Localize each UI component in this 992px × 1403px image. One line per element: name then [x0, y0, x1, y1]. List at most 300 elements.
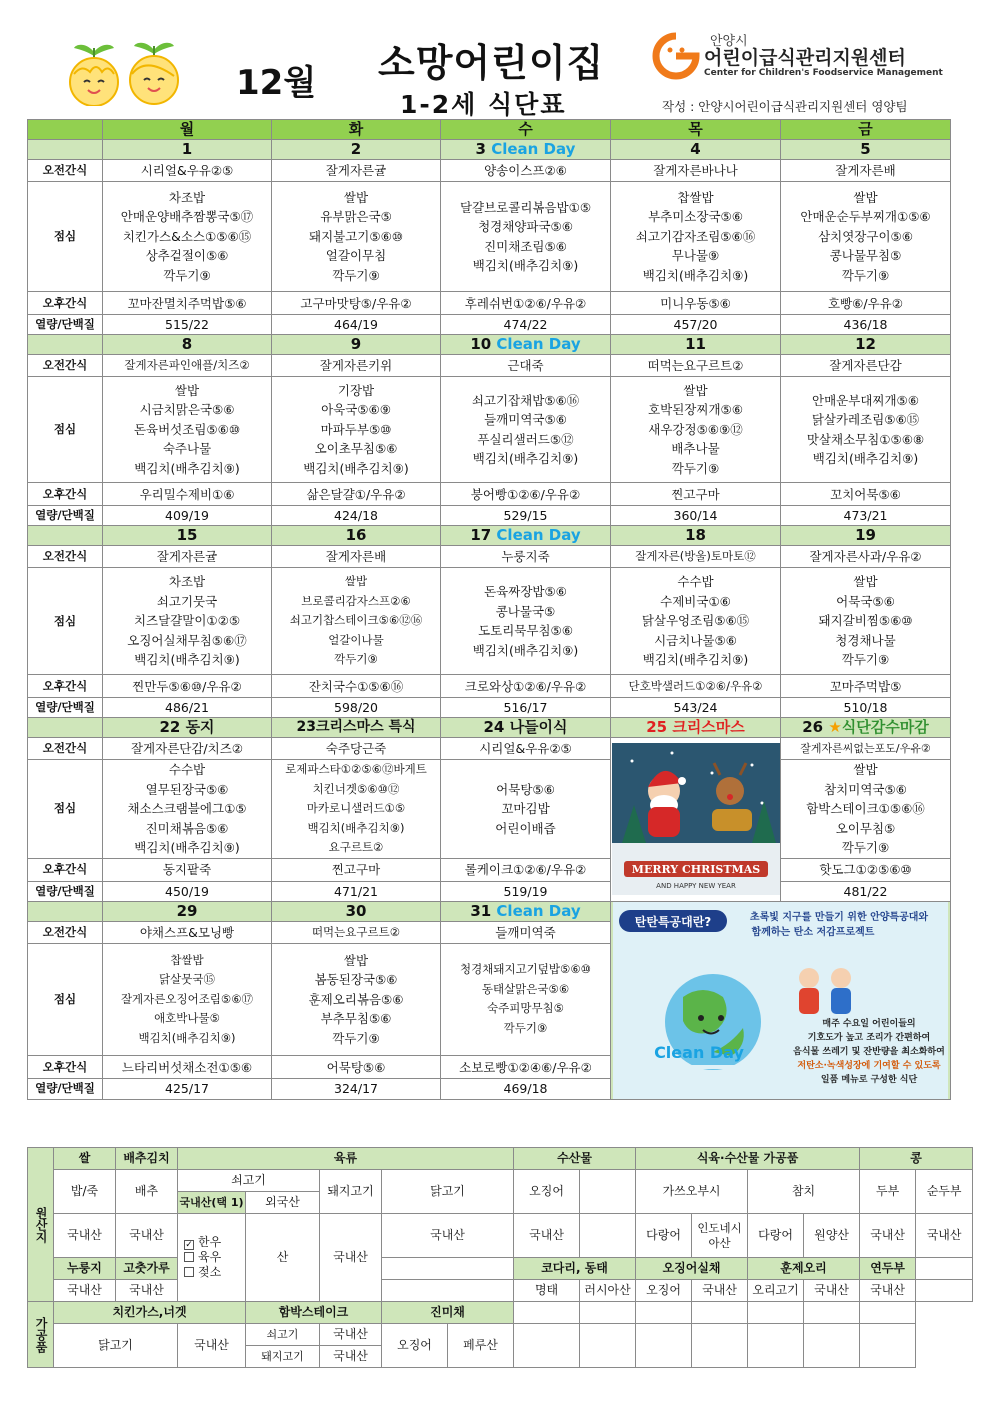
kimchi-origin: 국내산 — [116, 1214, 178, 1258]
row-label: 열량/단백질 — [28, 881, 103, 901]
menu-item: 깍두기⑨ — [503, 1020, 548, 1035]
pm-snack-row — [28, 858, 951, 881]
calorie-cell: 457/20 — [611, 315, 781, 335]
katsuobushi-from: 다랑어 — [636, 1214, 692, 1258]
am-snack-row — [28, 355, 951, 377]
date-cell: 2 — [272, 140, 441, 160]
menu-item: 돼지갈비찜⑤⑥⑩ — [818, 613, 913, 629]
lunch-cell — [441, 182, 611, 292]
poster-desc2: 기호도가 높고 조리가 간편하여 — [807, 1032, 931, 1043]
lunch-cell — [441, 568, 611, 675]
date-row — [28, 901, 951, 921]
date-cell: 19 — [781, 526, 951, 546]
menu-cell: 찐고구마 — [611, 483, 781, 506]
center-city: 안양시 — [710, 34, 748, 49]
menu-item: 백김치(배추김치⑨) — [134, 840, 240, 855]
calorie-cell: 471/21 — [272, 881, 441, 901]
menu-cell: 느타리버섯채소전①⑤⑥ — [103, 1056, 272, 1079]
menu-cell: 시리얼&우유②⑤ — [103, 160, 272, 182]
menu-item: 차조밥 — [168, 574, 206, 590]
menu-item: 어린이배즙 — [495, 820, 556, 836]
menu-item: 애호박나물⑤ — [154, 1011, 220, 1026]
date-row — [28, 526, 951, 546]
chili-origin: 국내산 — [116, 1280, 178, 1302]
clean-day-label: Clean Day — [496, 901, 581, 920]
menu-cell: 잘게자른단감 — [781, 355, 951, 377]
menu-item: 얼갈이무침 — [325, 248, 387, 264]
menu-item: 오이초무침⑤⑥ — [314, 441, 398, 457]
calorie-cell: 436/18 — [781, 315, 951, 335]
menu-item: 수수밥 — [677, 574, 714, 590]
row-label: 오전간식 — [28, 921, 103, 943]
menu-item: 오징어실채무침⑤⑥⑰ — [127, 632, 247, 648]
menu-item: 쌀밥 — [853, 574, 878, 590]
pollack-name: 명태 — [514, 1280, 580, 1302]
menu-item: 깍두기⑨ — [841, 840, 890, 855]
row-label: 오후간식 — [28, 1056, 103, 1079]
row-label: 점심 — [28, 568, 103, 675]
clean-day-poster — [611, 901, 951, 1099]
lunch-row — [28, 568, 951, 675]
menu-item: 어묵국⑤⑥ — [836, 593, 895, 609]
beef-checklist: ✓ 한우 육우 젖소 — [178, 1214, 246, 1302]
processed-side-label: 가공품 — [28, 1302, 54, 1368]
row-label: 오후간식 — [28, 675, 103, 698]
header — [0, 0, 992, 118]
soft-tofu-origin: 국내산 — [916, 1214, 973, 1258]
menu-cell: 붕어빵①②⑥/우유② — [441, 483, 611, 506]
poster-desc5: 일품 메뉴로 구성한 식단 — [820, 1074, 918, 1085]
menu-cell: 잘게자른배 — [272, 546, 441, 568]
menu-cell: 소보로빵①②④⑥/우유② — [441, 1056, 611, 1079]
hamburg-pork-origin: 국내산 — [320, 1346, 382, 1368]
menu-item: 깍두기⑨ — [841, 652, 890, 668]
menu-item: 깍두기⑨ — [332, 1030, 380, 1046]
lunch-cell — [611, 377, 781, 483]
menu-item: 호박된장찌개⑤⑥ — [648, 402, 743, 418]
menu-item: 훈제오리볶음⑤⑥ — [308, 991, 404, 1007]
date-cell: 24 나들이식 — [441, 718, 611, 738]
menu-item: 찹쌀밥 — [677, 189, 714, 205]
cutlet-origin: 국내산 — [178, 1324, 246, 1368]
chicken-label: 닭고기 — [382, 1170, 514, 1214]
row-label: 점심 — [28, 760, 103, 859]
menu-item: 함박스테이크①⑤⑥⑯ — [806, 801, 925, 816]
clean-day-label: Clean Day — [491, 140, 576, 158]
hamburg-beef: 쇠고기 — [246, 1324, 320, 1346]
menu-item: 쇠고기잡채밥⑤⑥⑯ — [471, 392, 580, 408]
menu-item: 들깨미역국⑤⑥ — [484, 412, 567, 427]
origin-side-label: 원산지 — [28, 1148, 54, 1302]
menu-item: 깍두기⑨ — [163, 267, 211, 283]
lunch-row — [28, 377, 951, 483]
processed-header: 식육·수산물 가공품 — [636, 1148, 860, 1170]
menu-cell: 잘게자른(방울)토마토⑫ — [611, 546, 781, 568]
menu-item: 쌀밥 — [174, 382, 200, 398]
soft-tofu-label: 순두부 — [916, 1170, 973, 1214]
lunch-cell — [272, 568, 441, 675]
lunch-cell — [103, 568, 272, 675]
poster-title-line1: 초록빛 지구를 만들기 위한 안양특공대와 — [749, 911, 929, 923]
yeondubu-header: 연두부 — [860, 1258, 916, 1280]
kimchi-sub: 배추 — [116, 1170, 178, 1214]
row-label: 오전간식 — [28, 738, 103, 760]
menu-item: 동태살맑은국⑤⑥ — [481, 981, 570, 996]
chicken-origin: 국내산 — [382, 1214, 514, 1258]
jinmi-header: 진미채 — [382, 1302, 514, 1324]
checkbox-icon — [184, 1267, 194, 1277]
corner-cell — [28, 120, 103, 140]
star-icon: ★ — [828, 718, 842, 736]
menu-cell: 찐만두⑤⑥⑩/우유② — [103, 675, 272, 698]
row-label: 오후간식 — [28, 858, 103, 881]
lunch-row — [28, 182, 951, 292]
date-cell: 23크리스마스 특식 — [272, 718, 441, 738]
menu-cell: 어묵탕⑤⑥ — [272, 1056, 441, 1079]
menu-item: 닭살우엉조림⑤⑥⑮ — [641, 613, 750, 629]
menu-item: 참치미역국⑤⑥ — [824, 781, 907, 797]
weekday-header-row — [28, 120, 951, 140]
calorie-cell: 450/19 — [103, 881, 272, 901]
poster-desc4: 저탄소·녹색성장에 기여할 수 있도록 — [797, 1060, 941, 1071]
pork-label: 돼지고기 — [320, 1170, 382, 1214]
weekday-wed: 수 — [441, 120, 611, 140]
beef-import-origin: 산 — [246, 1214, 320, 1302]
squid-shred-header: 오징어실채 — [636, 1258, 748, 1280]
menu-cell: 우리밀수제비①⑥ — [103, 483, 272, 506]
menu-item: 쌀밥 — [853, 762, 878, 777]
menu-cell: 떠먹는요구르트② — [611, 355, 781, 377]
date-cell: 18 — [611, 526, 781, 546]
month-title: 12월 — [236, 63, 317, 103]
menu-item: 깍두기⑨ — [334, 652, 378, 667]
menu-item: 도토리묵무침⑤⑥ — [478, 623, 573, 638]
row-label: 오후간식 — [28, 483, 103, 506]
checkbox-icon — [184, 1252, 194, 1262]
menu-cell: 꼬치어묵⑤⑥ — [781, 483, 951, 506]
row-label: 열량/단백질 — [28, 698, 103, 718]
weekday-thu: 목 — [611, 120, 781, 140]
date-cell: 29 — [103, 901, 272, 921]
lunch-cell — [781, 760, 951, 859]
calorie-cell: 598/20 — [272, 698, 441, 718]
center-name-en: Center for Children's Foodservice Management — [704, 68, 943, 78]
pm-snack-row — [28, 675, 951, 698]
menu-item: 백김치(배추김치⑨) — [472, 258, 579, 273]
tofu-origin: 국내산 — [860, 1214, 916, 1258]
menu-item: 백김치(배추김치⑨) — [472, 451, 579, 466]
rice-sub: 밥/죽 — [54, 1170, 116, 1214]
menu-item: 열무된장국⑤⑥ — [145, 781, 229, 797]
menu-item: 쌀밥 — [343, 952, 369, 968]
hamburg-header: 함박스테이크 — [246, 1302, 382, 1324]
date-cell: 22 동지 — [103, 718, 272, 738]
menu-cell: 삶은달걀①/우유② — [272, 483, 441, 506]
katsuobushi-origin: 인도네시아산 — [692, 1214, 748, 1258]
menu-item: 숙주피망무침⑤ — [487, 1001, 564, 1016]
calorie-row — [28, 698, 951, 718]
menu-item: 마카로니샐러드①⑤ — [306, 801, 406, 815]
row-label: 오전간식 — [28, 160, 103, 182]
menu-item: 브로콜리감자스프②⑥ — [301, 593, 411, 608]
lunch-cell — [441, 760, 611, 859]
menu-item: 로제파스타①②⑤⑥⑫바게트 — [285, 762, 427, 776]
menu-cell: 잘게자른바나나 — [611, 160, 781, 182]
menu-cell: 잘게자른키위 — [272, 355, 441, 377]
menu-cell: 잘게자른단감/치즈② — [103, 738, 272, 760]
menu-item: 꼬마김밥 — [501, 801, 550, 816]
menu-item: 요구르트② — [328, 840, 384, 854]
menu-item: 상추겉절이⑤⑥ — [145, 248, 229, 264]
lunch-cell — [272, 760, 441, 859]
kids-logo-icon — [62, 34, 192, 106]
hamburg-beef-origin: 국내산 — [320, 1324, 382, 1346]
jinmi-from: 오징어 — [382, 1324, 448, 1368]
date-cell: 5 — [781, 140, 951, 160]
menu-item: 잘게자른오징어조림⑤⑥⑰ — [120, 991, 254, 1006]
calorie-cell: 510/18 — [781, 698, 951, 718]
center-name: 어린이급식관리지원센터 — [704, 47, 906, 69]
menu-item: 돈육짜장밥⑤⑥ — [484, 584, 567, 599]
tofu-label: 두부 — [860, 1170, 916, 1214]
menu-item: 마파두부⑤⑩ — [320, 421, 392, 437]
calorie-cell: 515/22 — [103, 315, 272, 335]
date-cell: 10 Clean Day — [441, 335, 611, 355]
date-cell: 31 Clean Day — [441, 901, 611, 921]
date-cell: 15 — [103, 526, 272, 546]
calorie-cell: 481/22 — [781, 881, 951, 901]
menu-cell: 잘게자른씨없는포도/우유② — [781, 738, 951, 760]
calorie-cell: 529/15 — [441, 506, 611, 526]
weekday-tue: 화 — [272, 120, 441, 140]
katsuobushi-label: 가쓰오부시 — [636, 1170, 748, 1214]
date-cell: 1 — [103, 140, 272, 160]
lunch-cell — [441, 377, 611, 483]
calorie-cell: 474/22 — [441, 315, 611, 335]
menu-item: 맛살채소무침①⑤⑥⑧ — [806, 431, 925, 447]
menu-item: 닭살카레조림⑤⑥⑮ — [811, 412, 920, 427]
row-label: 점심 — [28, 182, 103, 292]
nurungji-origin: 국내산 — [54, 1280, 116, 1302]
menu-item: 치즈달걀말이①②⑤ — [133, 613, 241, 629]
poster-badge: 탄탄특공대란? — [634, 914, 712, 929]
menu-item: 삼치엿장구이⑤⑥ — [818, 228, 913, 244]
menu-item: 오이무침⑤ — [835, 820, 896, 836]
smoked-duck-header: 훈제오리 — [748, 1258, 860, 1280]
nurungji-header: 누룽지 — [54, 1258, 116, 1280]
clean-day-poster-icon — [613, 902, 948, 1099]
menu-item: 쌀밥 — [853, 189, 878, 205]
pm-snack-row — [28, 483, 951, 506]
pm-snack-row — [28, 292, 951, 315]
date-cell: 4 — [611, 140, 781, 160]
menu-cell: 롤케이크①②⑥/우유② — [441, 858, 611, 881]
menu-item: 치킨너겟⑤⑥⑩⑫ — [312, 781, 400, 796]
poster-title-line2: 함께하는 탄소 저감프로젝트 — [751, 926, 875, 938]
christmas-card-subtitle: AND HAPPY NEW YEAR — [655, 882, 736, 891]
lunch-cell — [103, 377, 272, 483]
beef-domestic-label: 국내산(택 1) — [178, 1192, 246, 1214]
lunch-cell — [103, 943, 272, 1055]
menu-item: 쌀밥 — [344, 574, 368, 589]
lunch-cell — [103, 760, 272, 859]
calorie-cell: 409/19 — [103, 506, 272, 526]
menu-item: 어묵탕⑤⑥ — [496, 781, 555, 797]
menu-cell: 잘게자른귤 — [272, 160, 441, 182]
menu-item: 안매운부대찌개⑤⑥ — [812, 392, 919, 408]
squid-shred-from: 오징어 — [636, 1280, 692, 1302]
menu-item: 돈육버섯조림⑤⑥⑩ — [133, 421, 241, 437]
menu-item: 달걀브로콜리볶음밥①⑤ — [459, 199, 592, 215]
poster-desc1: 매주 수요일 어린이들의 — [822, 1018, 916, 1029]
menu-item: 청경채돼지고기덮밥⑤⑥⑩ — [460, 962, 591, 977]
holiday-label: 크리스마스 — [672, 718, 745, 736]
menu-cell: 잘게자른배 — [781, 160, 951, 182]
squid-label: 오징어 — [514, 1170, 580, 1214]
menu-item: 깍두기⑨ — [671, 460, 720, 476]
lunch-row — [28, 760, 951, 859]
weekday-mon: 월 — [103, 120, 272, 140]
menu-item: 부추무침⑤⑥ — [320, 1011, 392, 1027]
date-cell: 16 — [272, 526, 441, 546]
rice-header: 쌀 — [54, 1148, 116, 1170]
date-row — [28, 140, 951, 160]
menu-item: 백김치(배추김치⑨) — [472, 642, 579, 658]
menu-cell: 누룽지죽 — [441, 546, 611, 568]
calorie-cell: 360/14 — [611, 506, 781, 526]
date-cell: 9 — [272, 335, 441, 355]
menu-cell: 들깨미역죽 — [441, 921, 611, 943]
menu-item: 시금치나물⑤⑥ — [654, 632, 737, 648]
menu-item: 닭살뭇국⑮ — [159, 972, 215, 987]
menu-item: 새우강정⑤⑥⑨⑫ — [648, 421, 743, 437]
calorie-cell: 324/17 — [272, 1079, 441, 1099]
date-cell: 3 Clean Day — [441, 140, 611, 160]
date-cell: 12 — [781, 335, 951, 355]
lunch-cell — [781, 377, 951, 483]
calorie-cell: 425/17 — [103, 1079, 272, 1099]
menu-cell: 단호박샐러드①②⑥/우유② — [611, 675, 781, 698]
lunch-cell — [103, 182, 272, 292]
checkbox-checked-icon: ✓ — [185, 1240, 193, 1250]
menu-item: 부추미소장국⑤⑥ — [648, 209, 743, 225]
rice-origin: 국내산 — [54, 1214, 116, 1258]
clean-day-label: Clean Day — [496, 335, 581, 353]
menu-cell: 잔치국수①⑤⑥⑯ — [272, 675, 441, 698]
clean-day-label: Clean Day — [496, 526, 581, 544]
pollack-origin: 러시아산 — [580, 1280, 636, 1302]
center-smile-icon — [652, 32, 700, 80]
menu-item: 깍두기⑨ — [332, 267, 380, 283]
menu-item: 돼지불고기⑤⑥⑩ — [309, 228, 403, 244]
menu-item: 숙주나물 — [162, 441, 212, 457]
menu-item: 봄동된장국⑤⑥ — [314, 972, 398, 988]
calorie-cell: 464/19 — [272, 315, 441, 335]
seafood-header: 수산물 — [514, 1148, 636, 1170]
menu-cell: 고구마맛탕⑤/우유② — [272, 292, 441, 315]
school-name: 소망어린이집 — [378, 41, 605, 85]
am-snack-row — [28, 546, 951, 568]
menu-item: 얼갈이나물 — [328, 632, 384, 647]
bean-header: 콩 — [860, 1148, 973, 1170]
row-label: 점심 — [28, 943, 103, 1055]
calorie-cell: 424/18 — [272, 506, 441, 526]
menu-item: 백김치(배추김치⑨) — [812, 451, 919, 466]
lunch-cell — [272, 377, 441, 483]
menu-cell: 잘게자른사과/우유② — [781, 546, 951, 568]
menu-item: 안매운순두부찌개①⑤⑥ — [800, 209, 931, 225]
date-cell: 8 — [103, 335, 272, 355]
menu-subtitle: 1-2세 식단표 — [400, 90, 567, 119]
menu-item: 백김치(배추김치⑨) — [642, 652, 749, 668]
christmas-card — [611, 738, 781, 902]
row-label: 열량/단백질 — [28, 315, 103, 335]
weekday-fri: 금 — [781, 120, 951, 140]
date-cell: 11 — [611, 335, 781, 355]
author-note: 작성 : 안양시어린이급식관리지원센터 영양팀 — [662, 99, 908, 114]
menu-cell: 찐고구마 — [272, 858, 441, 881]
date-cell: 26 ★식단감수마감 — [781, 718, 951, 738]
lunch-cell — [611, 568, 781, 675]
calorie-row — [28, 506, 951, 526]
lunch-cell — [272, 182, 441, 292]
menu-cell: 동지팥죽 — [103, 858, 272, 881]
menu-item: 아욱국⑤⑥⑨ — [321, 402, 391, 418]
menu-item: 백김치(배추김치⑨) — [138, 1030, 236, 1045]
menu-item: 청경채나물 — [835, 632, 896, 648]
menu-item: 유부맑은국⑤ — [320, 209, 392, 225]
tuna-from: 다랑어 — [748, 1214, 804, 1258]
beef-import-label: 외국산 — [246, 1192, 320, 1214]
lunch-cell — [272, 943, 441, 1055]
menu-item: 백김치(배추김치⑨) — [134, 652, 240, 668]
menu-cell: 시리얼&우유②⑤ — [441, 738, 611, 760]
menu-cell: 떠먹는요구르트② — [272, 921, 441, 943]
row-label: 오전간식 — [28, 355, 103, 377]
menu-cell: 잘게자른귤 — [103, 546, 272, 568]
menu-item: 푸실리샐러드⑤⑫ — [477, 431, 574, 447]
menu-item: 수제비국①⑥ — [660, 593, 731, 609]
menu-item: 기장밥 — [337, 382, 375, 398]
menu-item: 백김치(배추김치⑨) — [642, 267, 749, 283]
menu-item: 진미채볶음⑤⑥ — [145, 820, 229, 836]
menu-cell: 근대죽 — [441, 355, 611, 377]
calorie-cell: 473/21 — [781, 506, 951, 526]
chili-header: 고춧가루 — [116, 1258, 178, 1280]
date-cell: 25 크리스마스 — [611, 718, 781, 738]
date-cell: 30 — [272, 901, 441, 921]
menu-cell: 야채스프&모닝빵 — [103, 921, 272, 943]
menu-item: 안매운양배추짬뽕국⑤⑰ — [120, 209, 254, 225]
menu-item: 시금치맑은국⑤⑥ — [139, 402, 235, 418]
menu-cell: 숙주당근죽 — [272, 738, 441, 760]
calorie-cell: 519/19 — [441, 881, 611, 901]
lunch-cell — [781, 568, 951, 675]
cutlet-from: 닭고기 — [54, 1324, 178, 1368]
menu-item: 배추나물 — [671, 441, 720, 457]
menu-cell: 후레쉬번①②⑥/우유② — [441, 292, 611, 315]
menu-item: 차조밥 — [168, 189, 206, 205]
calorie-cell: 543/24 — [611, 698, 781, 718]
lunch-cell — [441, 943, 611, 1055]
menu-item: 깍두기⑨ — [841, 267, 890, 283]
menu-cell: 꼬마잔멸치주먹밥⑤⑥ — [103, 292, 272, 315]
am-snack-row — [28, 738, 951, 760]
row-label: 오전간식 — [28, 546, 103, 568]
menu-item: 콩나물국⑤ — [495, 603, 556, 619]
date-row — [28, 335, 951, 355]
menu-item: 쌀밥 — [683, 382, 708, 398]
